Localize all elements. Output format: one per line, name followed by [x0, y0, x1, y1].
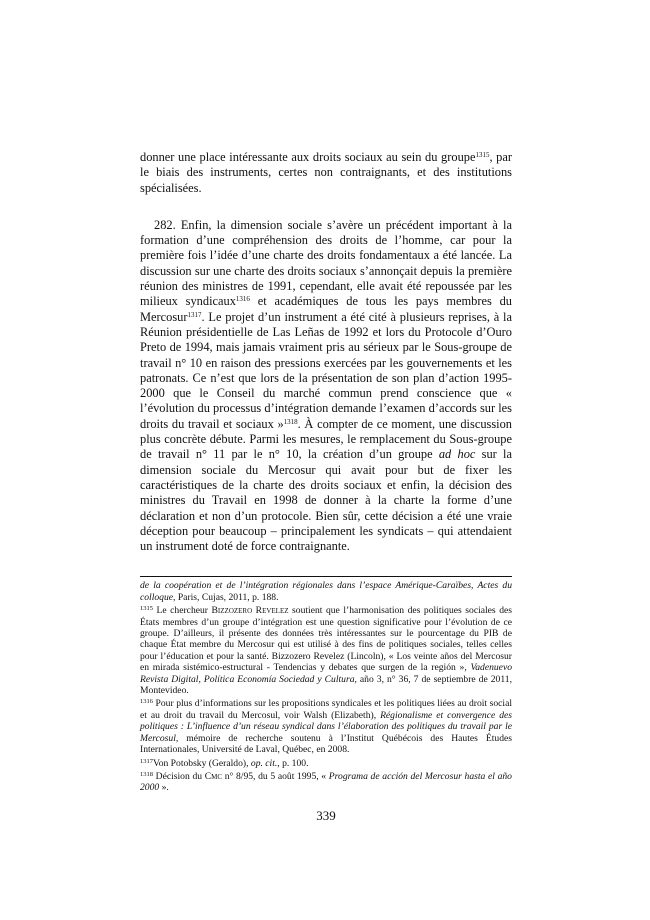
footnote-reference: 1316	[140, 698, 153, 706]
text-run: n° 8/95, du 5 août 1995, «	[222, 770, 329, 782]
text-run: sur la dimension sociale du Mercosur qui avait pour but de fixer les caractéristiques de la charte des droits sociaux et enfin, la décision des ministres du Travail en 1998 de donner à la charte la forme d’une déclaration et non d’un protocole. Bien sûr, cette décision a été une vraie déception pour beaucoup – principalement les syndicats – qui attendaient un instrument doté de force contraignante.	[140, 447, 513, 554]
text-run: ».	[159, 782, 169, 794]
footnote-1315	[140, 605, 512, 696]
text-run: . À compter de ce moment, une discussion plus concrète débute. Parmi les mesures, le remplacement du Sous-groupe de travail n° 11 par le n° 10, la création d’un groupe	[140, 416, 512, 462]
footnote-reference: 1316	[235, 295, 250, 304]
text-run: Von Potobsky (Geraldo),	[153, 757, 251, 769]
text-run: Décision du	[153, 770, 205, 782]
body-text	[140, 150, 512, 554]
footnote-reference: 1317	[140, 757, 153, 765]
footnote-continued	[140, 580, 512, 603]
footnote-separator	[140, 576, 512, 577]
text-run: et académiques de tous les pays membres du Mercosur	[140, 294, 512, 324]
text-run: 282. Enfin, la dimension sociale s’avère un précédent important à la formation d’une compréhension des droits de l’homme, car pour la première fois l’idée d’une charte des droits fondamentaux a été lancée. La discussion sur une charte des droits sociaux s’annonçait depuis la première réunion des ministres de 1991, cependant, elle avait été repoussée par les milieux syndicaux	[140, 217, 512, 309]
footnote-reference: 1315	[475, 151, 490, 159]
footnote-1316	[140, 698, 512, 755]
footnote-1318	[140, 771, 512, 794]
text-run: Le chercheur	[153, 605, 212, 617]
text-run: mémoire de recherche soutenu à l’Institut Québécois des Hautes Études Internationales, Université de Laval, Québec, en 2008.	[140, 732, 512, 756]
italic-text: Programa de acción del Mercosur hasta el año 2000	[140, 770, 512, 794]
italic-text: ad hoc	[438, 447, 476, 462]
text-run: año 3, n° 36, 7 de septiembre de 2011, Montevideo.	[140, 673, 512, 697]
italic-text: Régionalisme et convergence des politiques : L’influence d’un réseau syndical dans l’élaboration des politiques du travail par le Mercosul,	[140, 709, 512, 744]
text-run: , p. 100.	[277, 757, 309, 769]
text-run: , Paris, Cujas, 2011, p. 188.	[173, 591, 279, 603]
paragraph-282	[140, 218, 512, 555]
footnote-reference: 1318	[140, 770, 153, 778]
italic-text: Vadenuevo Revista Digital, Política Economía Sociedad y Cultura,	[140, 662, 512, 685]
italic-text: op. cit.	[250, 757, 278, 769]
page-number: 339	[316, 807, 336, 823]
paragraph-continued	[140, 150, 512, 196]
text-run: . Le projet d’un instrument a été cité à plusieurs reprises, à la Réunion présidentielle de Las Leñas de 1992 et lors du Protocole d’Ouro Preto de 1994, mais jamais vraiment pris au sérieux par le Sous-groupe de travail n° 10 en raison des pressions exercées par les gouvernements et les patronats. Ce n’est que lors de la présentation de son plan d’action 1995-2000 que le Conseil du marché commun prend conscience que « l’évolution du processus d’intégration demande l’examen d’accords sur les droits du travail et sociaux »	[140, 309, 512, 431]
text-run: Bizzozero Revelez	[211, 605, 289, 617]
text-run: donner une place intéressante aux droits sociaux au sein du groupe	[140, 150, 476, 164]
footnote-reference: 1315	[140, 605, 153, 613]
text-run: Cmc	[204, 770, 223, 782]
footnote-1317	[140, 758, 512, 769]
italic-text: de la coopération et de l’intégration régionales dans l’espace Amérique-Caraïbes, Actes du colloque	[140, 580, 512, 603]
text-run: soutient que l’harmonisation des politiques sociales des États membres d’un groupe d’intégration est une question significative pour l’évolution de ce groupe. D’ailleurs, il présente des données très intéressantes sur le pourcentage du PIB de chaque État membre du Mercosur qui est utilisé à des fins de politiques sociales, telles celles pour l’éducation et pour la santé. Bizzozero Revelez (Lincoln), « Los veinte años del Mercosur en mirada sistémico-estructural - Tendencias y debates que surgen de la región »,	[140, 605, 512, 674]
footnote-reference: 1317	[187, 310, 202, 319]
footnotes	[140, 580, 512, 793]
footnote-reference: 1318	[283, 417, 298, 426]
text-run: Pour plus d’informations sur les propositions syndicales et les politiques liées au droit social et au droit du travail du Mercosul, voir Walsh (Elizabeth),	[140, 698, 512, 721]
text-run: , par le biais des instruments, certes non contraignants, et des institutions spécialisées.	[140, 150, 512, 195]
